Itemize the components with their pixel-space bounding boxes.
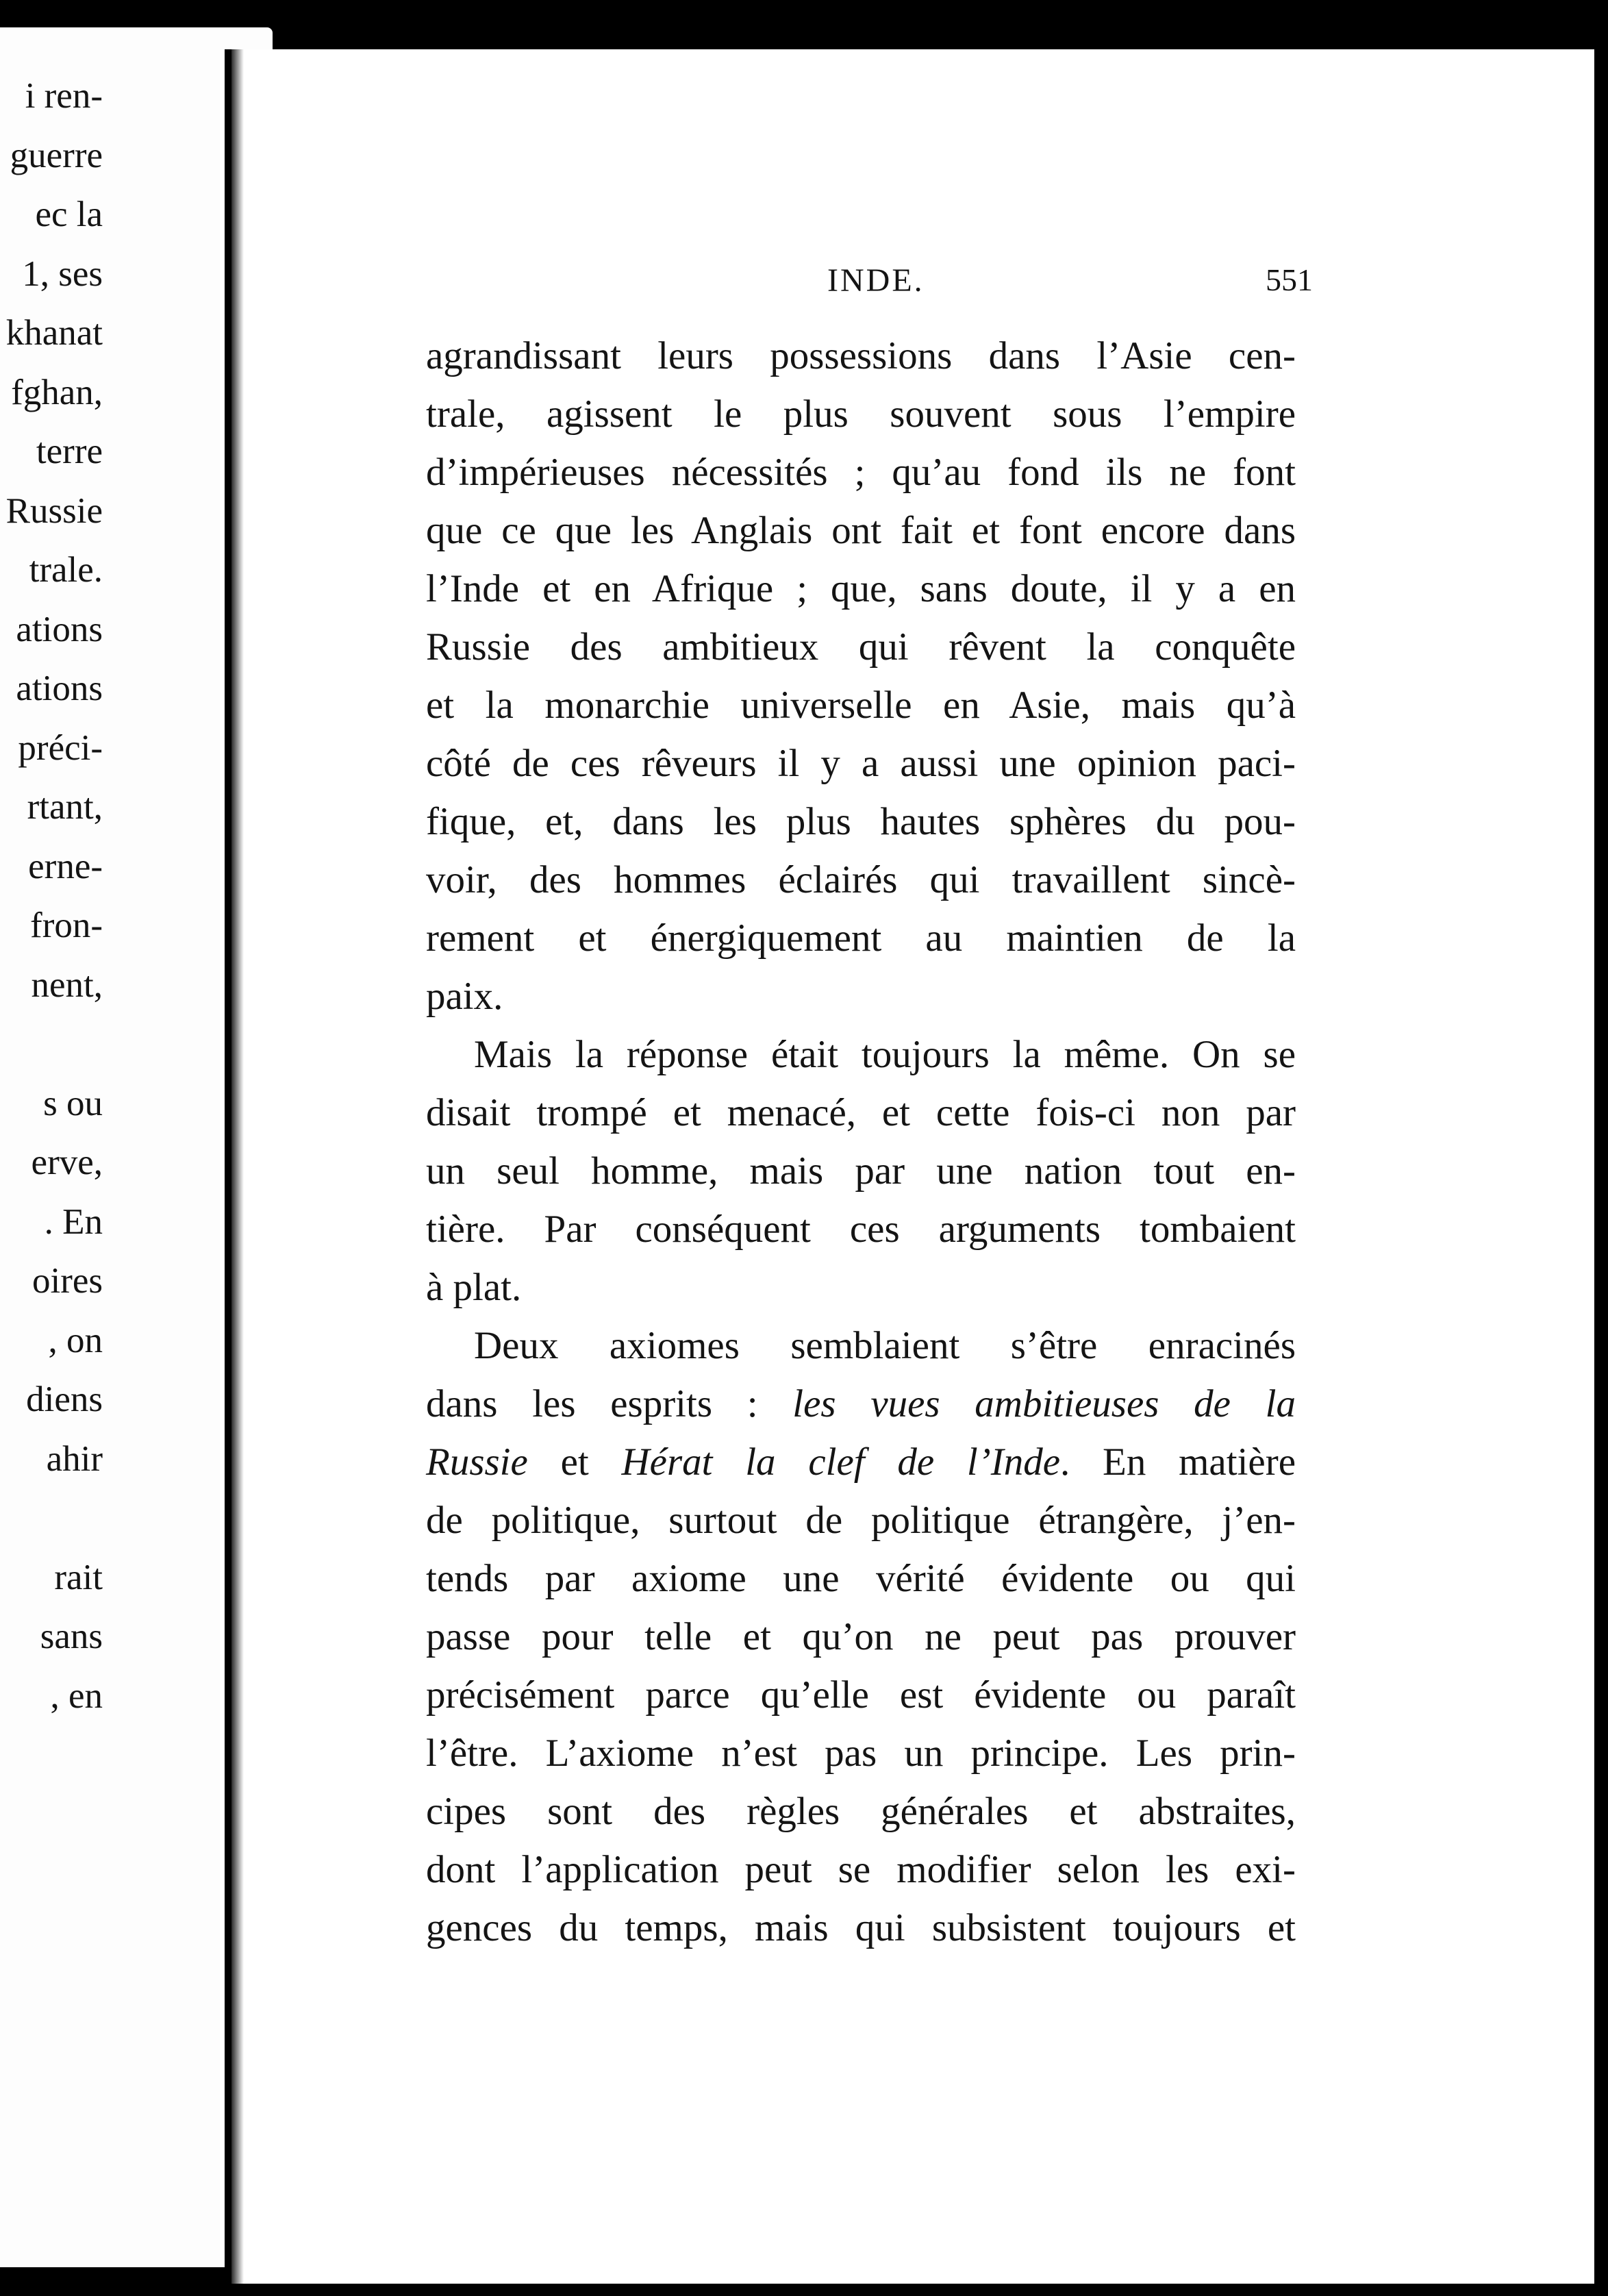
text-line: fique, et, dans les plus hautes sphères du pou- xyxy=(426,800,1296,843)
text-line xyxy=(426,1433,1296,1491)
text-line: précisément parce qu’elle est évidente ou paraît xyxy=(426,1673,1296,1717)
left-page-line: rtant, xyxy=(27,787,103,827)
italic-run: Hérat la clef de l’Inde xyxy=(621,1440,1061,1484)
page-header xyxy=(231,262,1594,310)
text-line: à plat. xyxy=(426,1266,522,1309)
text-line: l’être. L’axiome n’est pas un principe. Les prin- xyxy=(426,1732,1296,1775)
left-page-line: nent, xyxy=(31,964,103,1005)
left-page-line: trale. xyxy=(29,550,103,590)
text-line xyxy=(426,1375,1296,1433)
left-page-line: erne- xyxy=(28,846,103,886)
text-line: dont l’application peut se modifier selon les exi- xyxy=(426,1848,1296,1891)
text-line: Russie des ambitieux qui rêvent la conquête xyxy=(426,625,1296,669)
left-page-line: guerre xyxy=(10,135,103,175)
text-line: d’impérieuses nécessités ; qu’au fond ils ne font xyxy=(426,451,1296,494)
left-page-line: s ou xyxy=(43,1083,103,1123)
page-number: 551 xyxy=(1266,262,1313,297)
left-page-line: ahir xyxy=(46,1438,103,1479)
left-page-line: sans xyxy=(40,1617,103,1656)
left-page-line: diens xyxy=(26,1380,103,1419)
text-run: . En matière xyxy=(1060,1440,1296,1484)
running-head: INDE. xyxy=(827,262,925,299)
left-page-line: khanat xyxy=(5,313,103,353)
text-line: côté de ces rêveurs il y a aussi une opinion paci- xyxy=(426,742,1296,785)
left-page-line: , on xyxy=(48,1320,103,1360)
left-page-line: i ren- xyxy=(25,76,103,116)
text-line: gences du temps, mais qui subsistent toujours et xyxy=(426,1906,1296,1949)
text-line: rement et énergiquement au maintien de la xyxy=(426,916,1296,960)
right-page xyxy=(231,49,1594,2284)
text-line: voir, des hommes éclairés qui travaillent sincè- xyxy=(426,858,1296,901)
text-line: de politique, surtout de politique étrangère, j’en- xyxy=(426,1499,1296,1542)
paragraph xyxy=(426,1025,1296,1317)
paragraph xyxy=(426,327,1296,1025)
left-page-line: ations xyxy=(16,669,103,708)
left-page-line: erve, xyxy=(31,1143,103,1182)
text-line: agrandissant leurs possessions dans l’Asie cen- xyxy=(426,334,1296,377)
italic-run: les vues ambitieuses de la xyxy=(792,1382,1296,1425)
left-page-line: Russie xyxy=(5,490,103,531)
text-line: trale, agissent le plus souvent sous l’empire xyxy=(426,392,1296,436)
text-run: dans les esprits : xyxy=(426,1382,793,1425)
left-page-line: préci- xyxy=(18,727,103,768)
text-line: disait trompé et menacé, et cette fois-ci non par xyxy=(426,1091,1296,1134)
text-line: paix. xyxy=(426,975,503,1018)
italic-run: Russie xyxy=(426,1440,528,1484)
left-page-line: rait xyxy=(54,1557,103,1597)
text-line: tière. Par conséquent ces arguments tombaient xyxy=(426,1208,1296,1251)
paragraphs xyxy=(426,327,1296,1317)
left-page-line: fron- xyxy=(30,906,103,945)
left-page-line: terre xyxy=(36,432,103,471)
text-line: tends par axiome une vérité évidente ou qui xyxy=(426,1557,1296,1600)
axiom-rest xyxy=(426,1491,1296,1957)
left-page-line: ations xyxy=(16,609,103,649)
axiom-paragraph xyxy=(426,1317,1296,1957)
text-line: Mais la réponse était toujours la même. On se xyxy=(474,1033,1296,1076)
text-line: l’Inde et en Afrique ; que, sans doute, il y a en xyxy=(426,567,1296,610)
left-page-line: , en xyxy=(50,1675,103,1716)
text-line: passe pour telle et qu’on ne peut pas prouver xyxy=(426,1615,1296,1658)
text-line: que ce que les Anglais ont fait et font encore dans xyxy=(426,509,1296,552)
left-page-line: oires xyxy=(32,1261,103,1301)
text-run: et xyxy=(527,1440,622,1484)
left-page-line: 1, ses xyxy=(22,253,103,294)
text-line: un seul homme, mais par une nation tout en- xyxy=(426,1149,1296,1193)
text-line: Deux axiomes semblaient s’être enracinés xyxy=(474,1324,1296,1367)
left-page-line: . En xyxy=(44,1201,103,1242)
body-text xyxy=(426,327,1296,1957)
text-line: et la monarchie universelle en Asie, mais qu’à xyxy=(426,684,1296,727)
left-page-line: fghan, xyxy=(11,372,103,412)
left-page-line: ec la xyxy=(35,195,103,234)
text-line: cipes sont des règles générales et abstraites, xyxy=(426,1790,1296,1833)
